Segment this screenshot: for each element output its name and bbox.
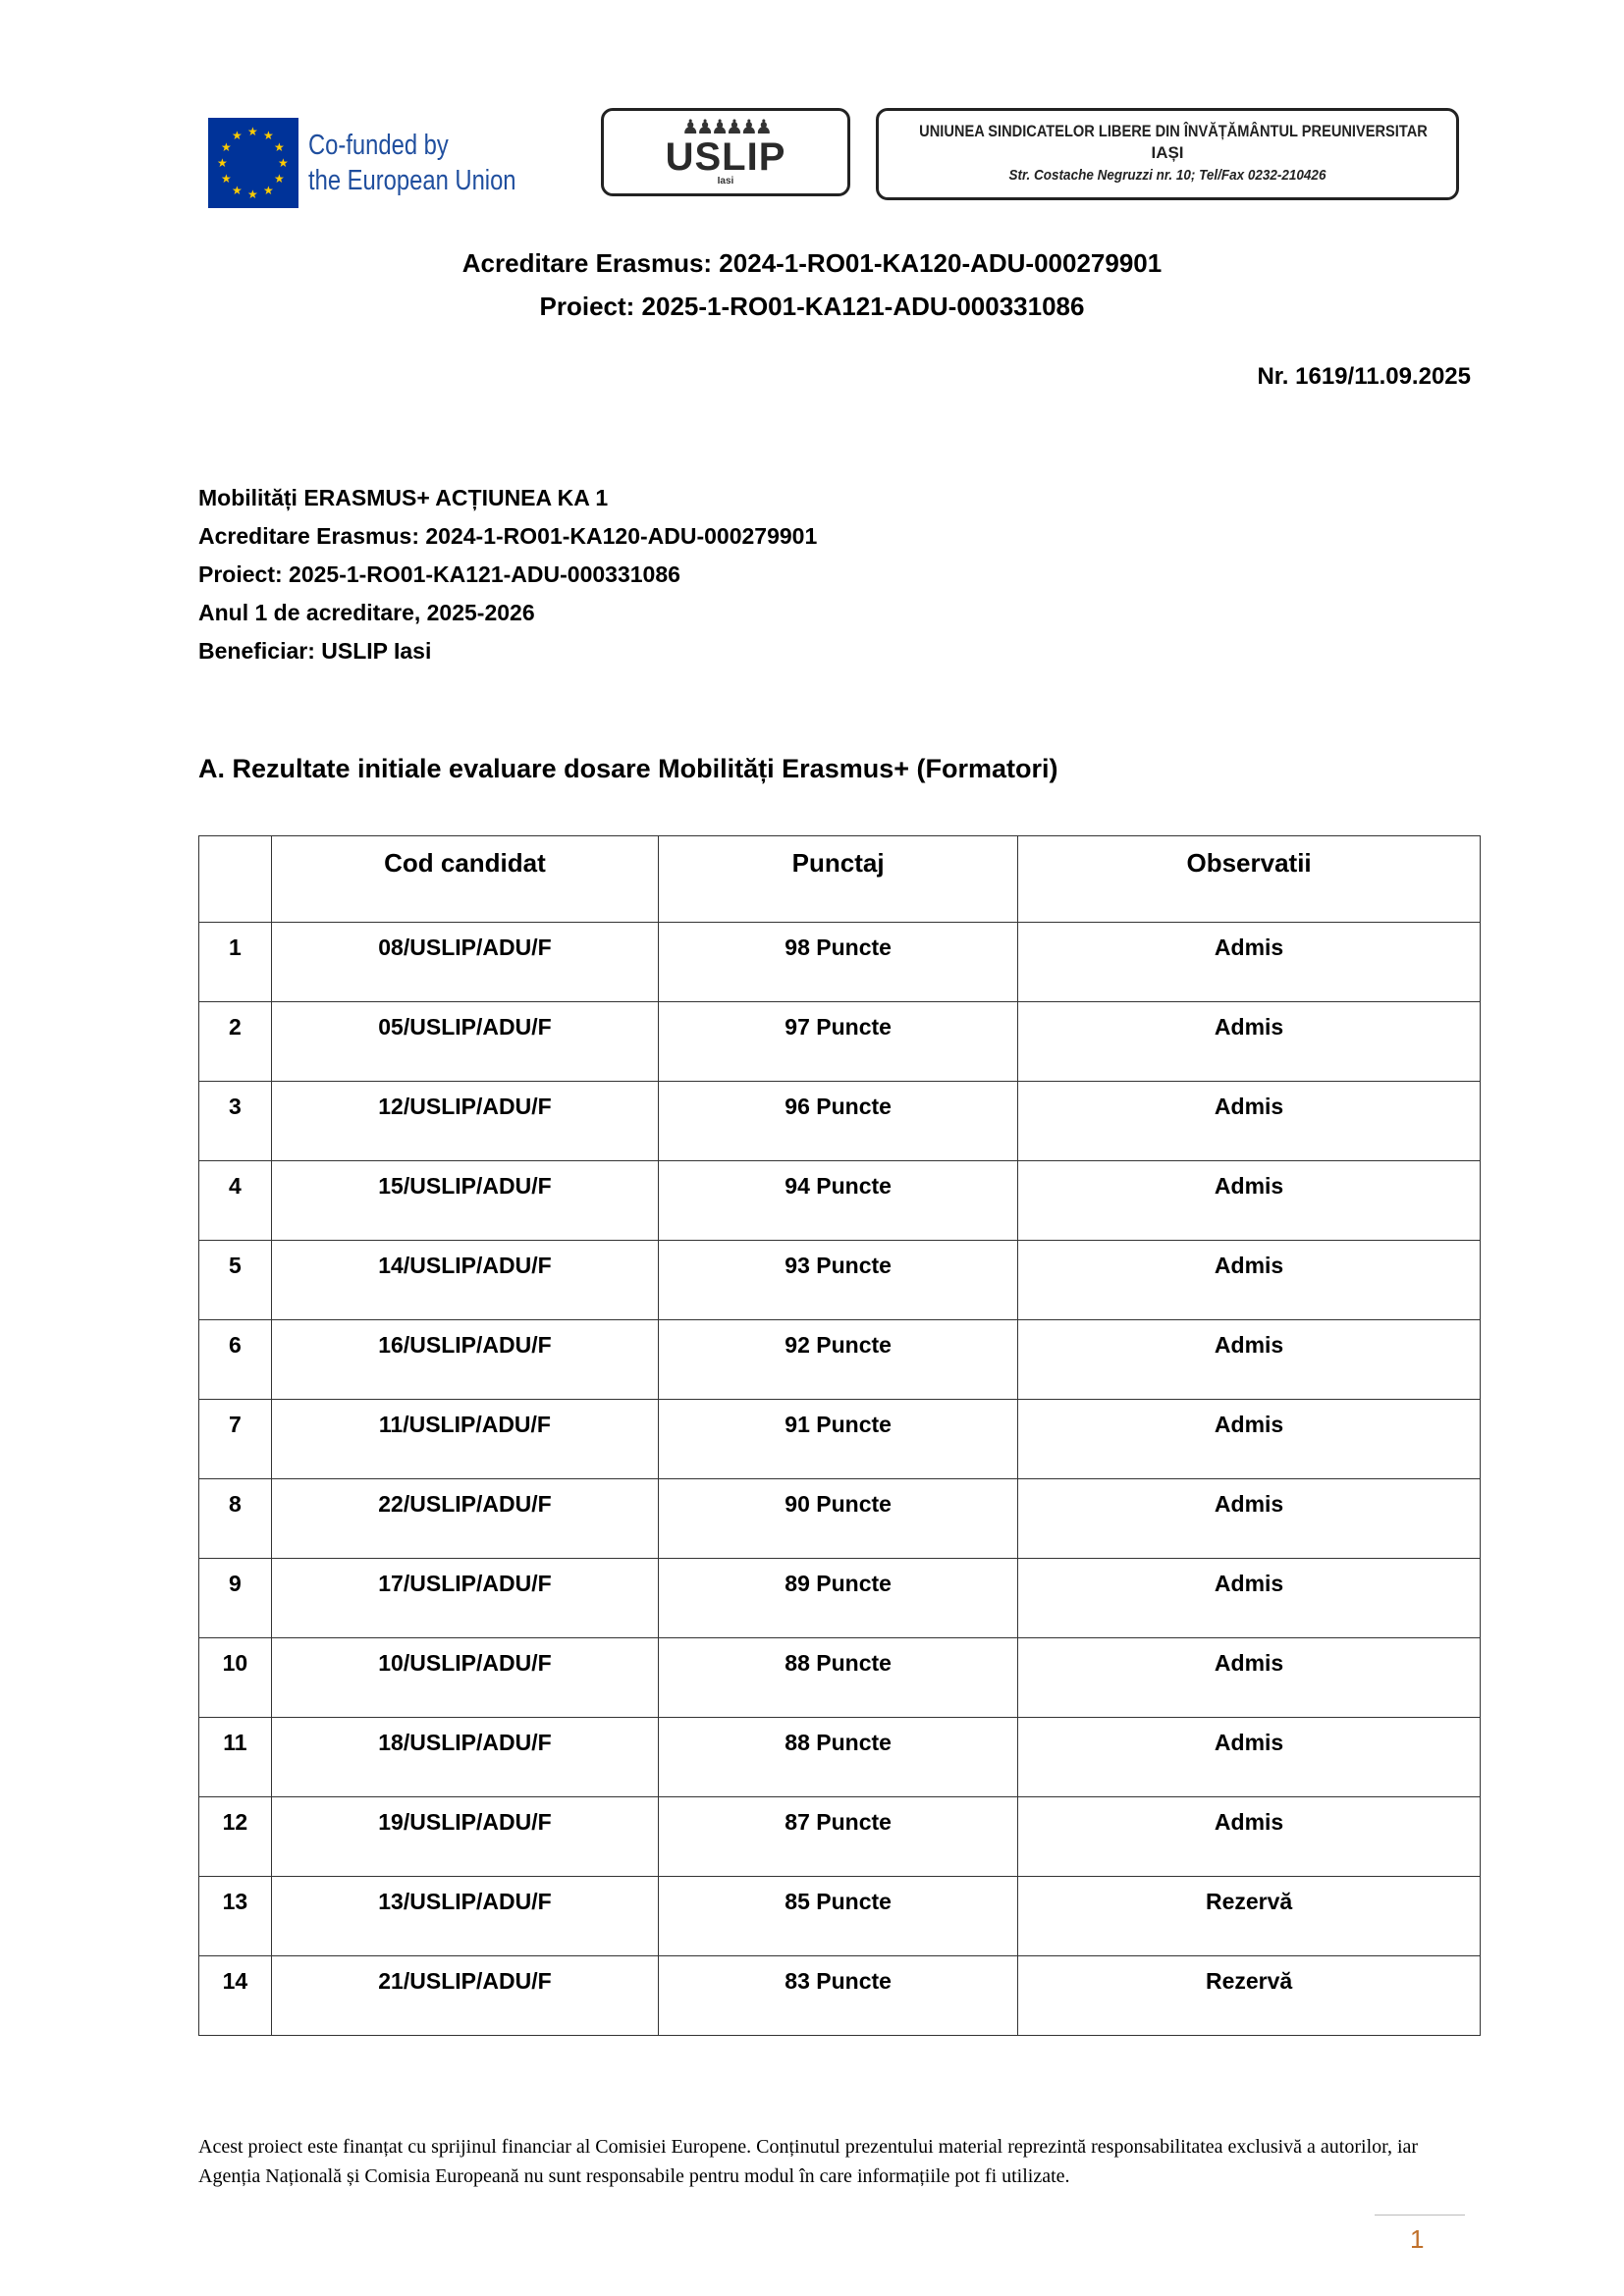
observatii-cell: Admis bbox=[1018, 1479, 1481, 1559]
punctaj-cell: 94 Puncte bbox=[659, 1161, 1018, 1241]
table-row bbox=[199, 923, 1481, 1002]
observatii-cell: Admis bbox=[1018, 1638, 1481, 1718]
info-block bbox=[198, 479, 817, 670]
header-cod-candidat: Cod candidat bbox=[271, 836, 658, 923]
funding-disclaimer: Acest proiect este finanțat cu sprijinul financiar al Comisiei Europene. Conținutul prezentului material reprezintă responsabilitatea exclusivă a autorilor, iar Agenția Națională și Comisia Europeană nu sunt responsabile pentru modul în care informațiile pot fi utilizate. bbox=[198, 2136, 1419, 2187]
page-number: 1 bbox=[1410, 2224, 1425, 2254]
punctaj-cell: 96 Puncte bbox=[659, 1082, 1018, 1161]
table-row bbox=[199, 1479, 1481, 1559]
document-number: Nr. 1619/11.09.2025 bbox=[1257, 363, 1471, 390]
row-index-cell: 6 bbox=[199, 1320, 272, 1400]
table-row bbox=[199, 1400, 1481, 1479]
row-index-cell: 5 bbox=[199, 1241, 272, 1320]
cod-candidat-cell: 17/USLIP/ADU/F bbox=[271, 1559, 658, 1638]
header-index bbox=[199, 836, 272, 923]
observatii-cell: Rezervă bbox=[1018, 1956, 1481, 2036]
table-row bbox=[199, 1320, 1481, 1400]
observatii-cell: Admis bbox=[1018, 1559, 1481, 1638]
info-line: Mobilități ERASMUS+ ACȚIUNEA KA 1 bbox=[198, 485, 609, 510]
table-row bbox=[199, 1877, 1481, 1956]
punctaj-cell: 93 Puncte bbox=[659, 1241, 1018, 1320]
punctaj-cell: 88 Puncte bbox=[659, 1718, 1018, 1797]
observatii-cell: Admis bbox=[1018, 1002, 1481, 1082]
table-row bbox=[199, 1082, 1481, 1161]
observatii-cell: Admis bbox=[1018, 1082, 1481, 1161]
cod-candidat-cell: 22/USLIP/ADU/F bbox=[271, 1479, 658, 1559]
punctaj-cell: 83 Puncte bbox=[659, 1956, 1018, 2036]
uslip-logo-text: USLIP bbox=[665, 135, 786, 179]
row-index-cell: 3 bbox=[199, 1082, 272, 1161]
row-index-cell: 8 bbox=[199, 1479, 272, 1559]
document-title bbox=[0, 241, 1624, 328]
title-accreditation: Acreditare Erasmus: 2024-1-RO01-KA120-ADU-000279901 bbox=[461, 248, 1163, 278]
cod-candidat-cell: 21/USLIP/ADU/F bbox=[271, 1956, 658, 2036]
table-row bbox=[199, 1559, 1481, 1638]
table-row bbox=[199, 1797, 1481, 1877]
row-index-cell: 13 bbox=[199, 1877, 272, 1956]
union-address-box bbox=[876, 108, 1459, 200]
eu-logo-text bbox=[308, 128, 516, 198]
uslip-logo bbox=[601, 108, 850, 196]
row-index-cell: 4 bbox=[199, 1161, 272, 1241]
union-city: IAȘI bbox=[1151, 143, 1184, 162]
punctaj-cell: 88 Puncte bbox=[659, 1638, 1018, 1718]
table-row bbox=[199, 1161, 1481, 1241]
info-line: Acreditare Erasmus: 2024-1-RO01-KA120-ADU-000279901 bbox=[198, 523, 818, 549]
cod-candidat-cell: 15/USLIP/ADU/F bbox=[271, 1161, 658, 1241]
title-project: Proiect: 2025-1-RO01-KA121-ADU-000331086 bbox=[539, 292, 1085, 321]
cod-candidat-cell: 13/USLIP/ADU/F bbox=[271, 1877, 658, 1956]
results-table bbox=[198, 835, 1481, 2036]
union-name: UNIUNEA SINDICATELOR LIBERE DIN ÎNVĂȚĂMÂNTUL PREUNIVERSITAR bbox=[919, 122, 1428, 140]
punctaj-cell: 89 Puncte bbox=[659, 1559, 1018, 1638]
table-row bbox=[199, 1718, 1481, 1797]
info-line: Beneficiar: USLIP Iasi bbox=[198, 638, 432, 664]
row-index-cell: 10 bbox=[199, 1638, 272, 1718]
eu-cofunded-logo bbox=[208, 118, 522, 208]
row-index-cell: 12 bbox=[199, 1797, 272, 1877]
info-line: Anul 1 de acreditare, 2025-2026 bbox=[198, 600, 535, 625]
table-body bbox=[199, 923, 1481, 2036]
eu-logo-line2: the European Union bbox=[308, 165, 516, 196]
row-index-cell: 7 bbox=[199, 1400, 272, 1479]
cod-candidat-cell: 05/USLIP/ADU/F bbox=[271, 1002, 658, 1082]
observatii-cell: Admis bbox=[1018, 1797, 1481, 1877]
table-row bbox=[199, 1241, 1481, 1320]
page-number-divider bbox=[1375, 2215, 1465, 2216]
observatii-cell: Admis bbox=[1018, 1718, 1481, 1797]
union-address: Str. Costache Negruzzi nr. 10; Tel/Fax 0232-210426 bbox=[1008, 167, 1326, 184]
info-line: Proiect: 2025-1-RO01-KA121-ADU-000331086 bbox=[198, 561, 680, 587]
header-observatii: Observatii bbox=[1018, 836, 1481, 923]
people-icon: ♟♟♟♟♟♟ bbox=[681, 117, 770, 138]
table-row bbox=[199, 1002, 1481, 1082]
cod-candidat-cell: 11/USLIP/ADU/F bbox=[271, 1400, 658, 1479]
row-index-cell: 14 bbox=[199, 1956, 272, 2036]
punctaj-cell: 91 Puncte bbox=[659, 1400, 1018, 1479]
section-title: A. Rezultate initiale evaluare dosare Mobilități Erasmus+ (Formatori) bbox=[198, 754, 1058, 783]
cod-candidat-cell: 12/USLIP/ADU/F bbox=[271, 1082, 658, 1161]
cod-candidat-cell: 19/USLIP/ADU/F bbox=[271, 1797, 658, 1877]
observatii-cell: Admis bbox=[1018, 1161, 1481, 1241]
header-punctaj: Punctaj bbox=[659, 836, 1018, 923]
eu-logo-line1: Co-funded by bbox=[308, 130, 449, 161]
punctaj-cell: 87 Puncte bbox=[659, 1797, 1018, 1877]
table-header-row bbox=[199, 836, 1481, 923]
observatii-cell: Admis bbox=[1018, 1400, 1481, 1479]
cod-candidat-cell: 10/USLIP/ADU/F bbox=[271, 1638, 658, 1718]
row-index-cell: 2 bbox=[199, 1002, 272, 1082]
row-index-cell: 9 bbox=[199, 1559, 272, 1638]
observatii-cell: Admis bbox=[1018, 1320, 1481, 1400]
cod-candidat-cell: 16/USLIP/ADU/F bbox=[271, 1320, 658, 1400]
punctaj-cell: 98 Puncte bbox=[659, 923, 1018, 1002]
punctaj-cell: 97 Puncte bbox=[659, 1002, 1018, 1082]
punctaj-cell: 85 Puncte bbox=[659, 1877, 1018, 1956]
cod-candidat-cell: 14/USLIP/ADU/F bbox=[271, 1241, 658, 1320]
observatii-cell: Admis bbox=[1018, 923, 1481, 1002]
observatii-cell: Admis bbox=[1018, 1241, 1481, 1320]
eu-flag-icon: ★ ★ ★ ★ ★ ★ ★ ★ ★ ★ ★ ★ bbox=[208, 118, 298, 208]
cod-candidat-cell: 08/USLIP/ADU/F bbox=[271, 923, 658, 1002]
table-row bbox=[199, 1638, 1481, 1718]
row-index-cell: 1 bbox=[199, 923, 272, 1002]
row-index-cell: 11 bbox=[199, 1718, 272, 1797]
punctaj-cell: 92 Puncte bbox=[659, 1320, 1018, 1400]
uslip-logo-subtext: Iasi bbox=[717, 176, 734, 187]
observatii-cell: Rezervă bbox=[1018, 1877, 1481, 1956]
table-row bbox=[199, 1956, 1481, 2036]
punctaj-cell: 90 Puncte bbox=[659, 1479, 1018, 1559]
cod-candidat-cell: 18/USLIP/ADU/F bbox=[271, 1718, 658, 1797]
